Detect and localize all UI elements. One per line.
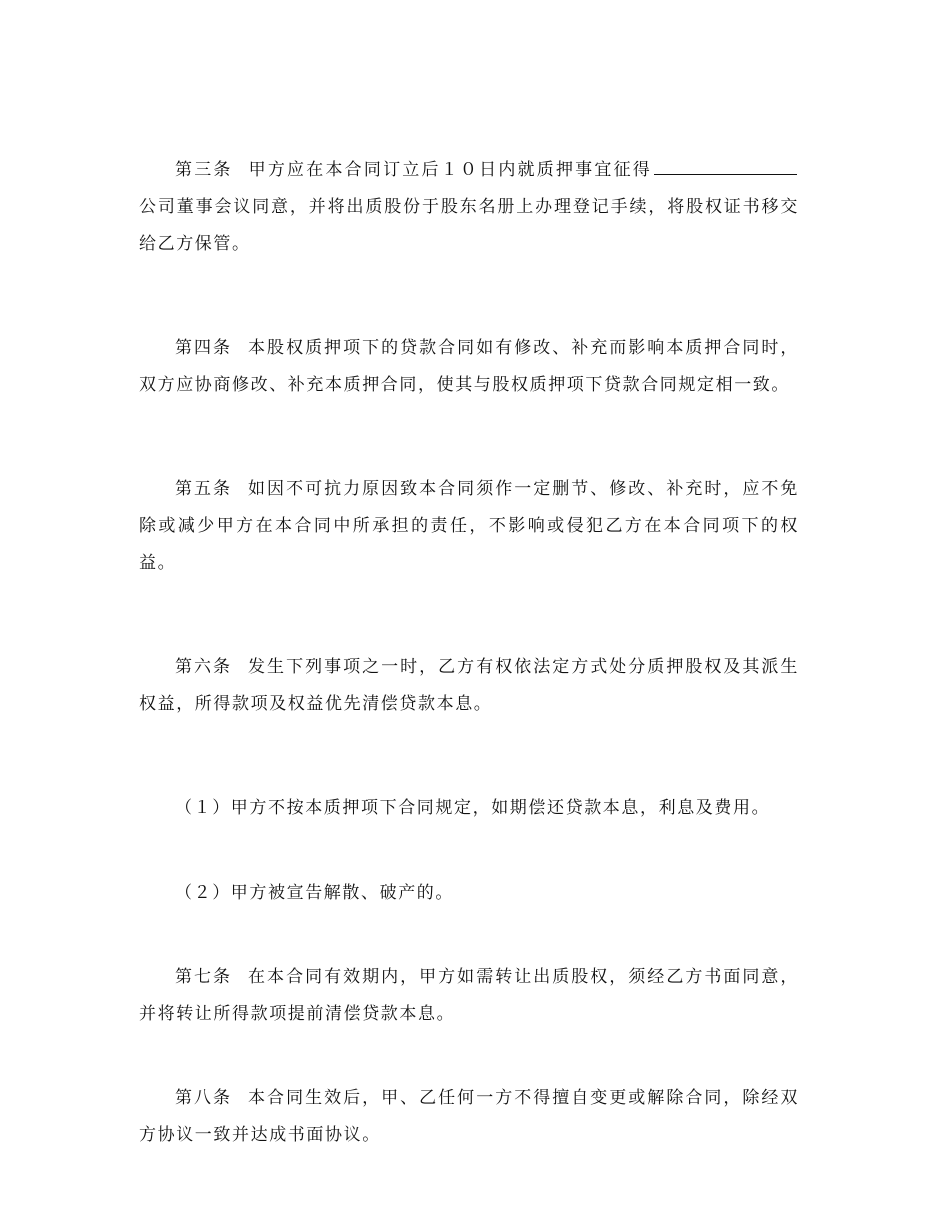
article-3-text-before: 甲方应在本合同订立后１０日内就质押事宜征得 xyxy=(248,160,652,180)
contract-document xyxy=(139,152,799,1154)
article-5-label: 第五条 xyxy=(175,479,233,499)
article-4-text: 本股权质押项下的贷款合同如有修改、补充而影响本质押合同时，双方应协商修改、补充本质押合同，使其与股权质押项下贷款合同规定相一致。 xyxy=(139,338,799,395)
article-3-text-after: 公司董事会议同意，并将出质股份于股东名册上办理登记手续，将股权证书移交给乙方保管。 xyxy=(139,197,799,254)
article-5 xyxy=(139,471,799,582)
article-7-text: 在本合同有效期内，甲方如需转让出质股权，须经乙方书面同意，并将转让所得款项提前清偿贷款本息。 xyxy=(139,967,799,1024)
article-4-label: 第四条 xyxy=(175,338,233,358)
article-3-label: 第三条 xyxy=(175,160,233,180)
article-7-label: 第七条 xyxy=(175,967,233,987)
article-6-text: 发生下列事项之一时，乙方有权依法定方式处分质押股权及其派生权益，所得款项及权益优先清偿贷款本息。 xyxy=(139,657,799,714)
article-6-label: 第六条 xyxy=(175,657,233,677)
article-6-item-1: （１）甲方不按本质押项下合同规定，如期偿还贷款本息，利息及费用。 xyxy=(175,798,771,818)
article-8-text: 本合同生效后，甲、乙任何一方不得擅自变更或解除合同，除经双方协议一致并达成书面协议。 xyxy=(139,1088,799,1145)
article-7 xyxy=(139,959,799,1033)
article-8 xyxy=(139,1080,799,1154)
article-3 xyxy=(139,152,799,263)
article-4 xyxy=(139,330,799,404)
article-6 xyxy=(139,649,799,723)
fill-in-blank xyxy=(654,158,797,175)
article-8-label: 第八条 xyxy=(175,1088,233,1108)
article-5-text: 如因不可抗力原因致本合同须作一定删节、修改、补充时，应不免除或减少甲方在本合同中所承担的责任，不影响或侵犯乙方在本合同项下的权益。 xyxy=(139,479,799,573)
article-6-item-2: （２）甲方被宣告解散、破产的。 xyxy=(175,883,454,903)
